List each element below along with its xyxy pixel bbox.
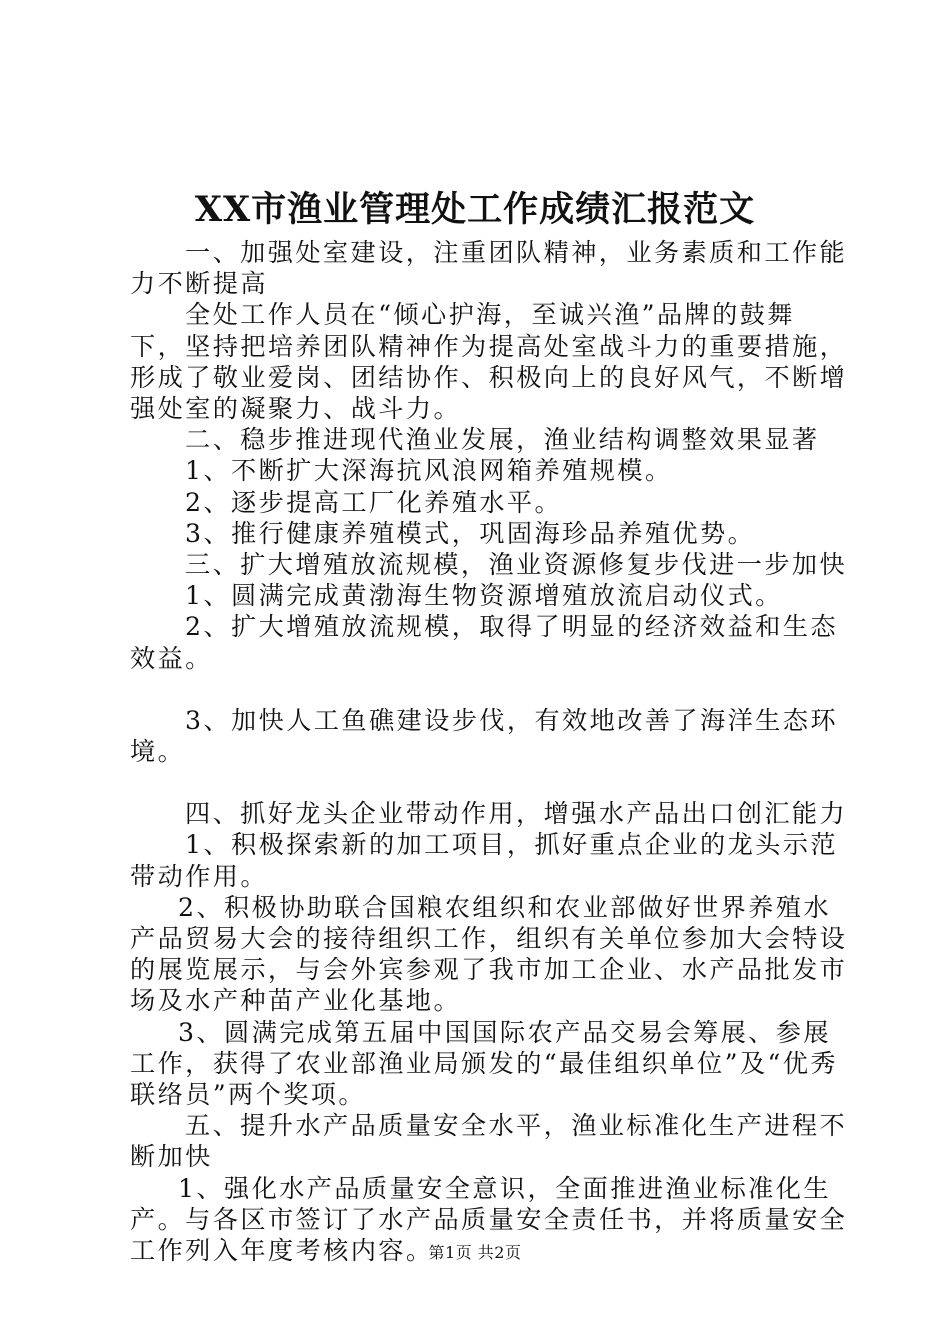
list-item: 3、推行健康养殖模式，巩固海珍品养殖优势。: [185, 518, 756, 548]
section-heading-4: 四、抓好龙头企业带动作用，增强水产品出口创汇能力: [185, 799, 848, 829]
section-heading-5: 五、提升水产品质量安全水平，渔业标准化生产进程不断加快: [130, 1111, 848, 1172]
list-item: 3、圆满完成第五届中国国际农产品交易会筹展、参展工作，获得了农业部渔业局颁发的“最佳组织单位”及“优秀联络员”两个奖项。: [130, 1017, 838, 1110]
list-item: 2、积极协助联合国粮农组织和农业部做好世界养殖水产品贸易大会的接待组织工作，组织有关单位参加大会特设的展览展示，与会外宾参观了我市加工企业、水产品批发市场及水产种苗产业化基地。: [130, 892, 848, 1016]
document-title: XX市渔业管理处工作成绩汇报范文: [194, 189, 756, 230]
section-heading-3: 三、扩大增殖放流规模，渔业资源修复步伐进一步加快: [185, 550, 848, 580]
paragraph-team-spirit: 全处工作人员在“倾心护海，至诚兴渔”品牌的鼓舞下，坚持把培养团队精神作为提高处室战斗力的重要措施，形成了敬业爱岗、团结协作、积极向上的良好风气，不断增强处室的凝聚力、战斗力。: [130, 300, 848, 424]
list-item: 3、加快人工鱼礁建设步伐，有效地改善了海洋生态环境。: [130, 705, 838, 767]
list-item: 1、不断扩大深海抗风浪网箱养殖规模。: [185, 456, 673, 486]
list-item: 1、强化水产品质量安全意识，全面推进渔业标准化生产。与各区市签订了水产品质量安全责任书，并将质量安全工作列入年度考核内容。: [130, 1173, 848, 1266]
list-item: 2、逐步提高工厂化养殖水平。: [185, 487, 563, 517]
section-heading-2: 二、稳步推进现代渔业发展，渔业结构调整效果显著: [185, 425, 820, 455]
document-body: [130, 237, 850, 1266]
list-item: 1、积极探索新的加工项目，抓好重点企业的龙头示范带动作用。: [130, 830, 838, 891]
list-item: 2、扩大增殖放流规模，取得了明显的经济效益和生态效益。: [130, 612, 838, 673]
section-heading-1: 一、加强处室建设，注重团队精神，业务素质和工作能力不断提高: [130, 238, 848, 299]
list-item: 1、圆满完成黄渤海生物资源增殖放流启动仪式。: [185, 581, 783, 611]
page-footer: 第1页 共2页: [428, 1243, 522, 1262]
